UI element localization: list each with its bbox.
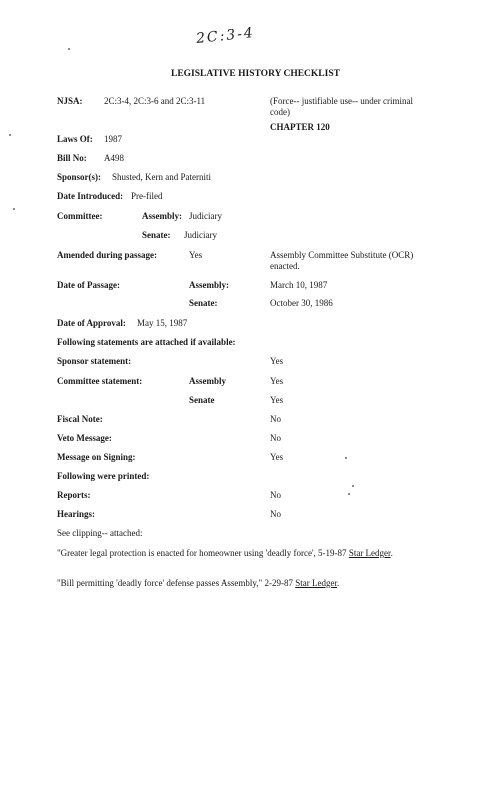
committee-statement-label: Committee statement: (57, 376, 143, 386)
sponsor-statement-value: Yes (270, 356, 284, 366)
scan-speck (352, 485, 354, 487)
committee-statement-senate-label: Senate (189, 395, 215, 405)
sponsors-value: Shusted, Kern and Paterniti (112, 172, 211, 182)
date-introduced-value: Pre-filed (131, 191, 163, 201)
clipping-1-end: . (390, 548, 393, 558)
njsa-value: 2C:3-4, 2C:3-6 and 2C:3-11 (104, 96, 206, 106)
scan-speck (13, 208, 15, 210)
scan-speck (68, 48, 70, 50)
reports-value: No (270, 490, 281, 500)
amended-value: Yes (189, 250, 203, 260)
amended-note: Assembly Committee Substitute (OCR) enacted. (270, 250, 414, 271)
clipping-2-text: "Bill permitting 'deadly force' defense passes Assembly," 2-29-87 (57, 578, 296, 588)
passage-label: Date of Passage: (57, 280, 120, 290)
committee-senate-value: Judiciary (184, 230, 217, 240)
committee-statement-assembly-label: Assembly (189, 376, 227, 386)
laws-of-value: 1987 (104, 134, 122, 144)
veto-message-value: No (270, 433, 281, 443)
passage-senate-value: October 30, 1986 (270, 298, 333, 308)
committee-statement-senate-value: Yes (270, 395, 284, 405)
scan-speck (9, 134, 11, 136)
bill-no-label: Bill No: (57, 153, 87, 163)
amended-label: Amended during passage: (57, 250, 158, 260)
clipping-1-text: "Greater legal protection is enacted for homeowner using 'deadly force', 5-19-87 (57, 548, 349, 558)
scan-speck (348, 493, 350, 495)
clipping-1-paper: Star Ledger (348, 548, 391, 558)
message-signing-value: Yes (270, 452, 284, 462)
chapter: CHAPTER 120 (270, 122, 330, 132)
message-signing-label: Message on Signing: (57, 452, 136, 462)
printed-header: Following were printed: (57, 471, 150, 481)
handwritten-annotation: 2C:3-4 (195, 24, 256, 48)
committee-assembly-value: Judiciary (189, 211, 222, 221)
clipping-citation-1 (57, 548, 427, 559)
hearings-value: No (270, 509, 281, 519)
clipping-citation-2 (57, 578, 339, 589)
veto-message-label: Veto Message: (57, 433, 112, 443)
committee-assembly-label: Assembly: (142, 211, 182, 221)
fiscal-note-label: Fiscal Note: (57, 414, 103, 424)
laws-of-label: Laws Of: (57, 134, 93, 144)
page-title: LEGISLATIVE HISTORY CHECKLIST (171, 69, 340, 79)
approval-label: Date of Approval: (57, 318, 126, 328)
committee-senate-label: Senate: (142, 230, 171, 240)
passage-assembly-label: Assembly: (189, 280, 229, 290)
committee-statement-assembly-value: Yes (270, 376, 284, 386)
passage-assembly-value: March 10, 1987 (270, 280, 328, 290)
clipping-note: See clipping-- attached: (57, 528, 143, 538)
fiscal-note-value: No (270, 414, 281, 424)
sponsor-statement-label: Sponsor statement: (57, 356, 132, 366)
scan-speck (345, 457, 347, 459)
reports-label: Reports: (57, 490, 91, 500)
bill-no-value: A498 (104, 153, 124, 163)
njsa-note: (Force-- justifiable use-- under criminal code) (270, 96, 413, 117)
clipping-2-end: . (336, 578, 340, 588)
njsa-label: NJSA: (57, 96, 83, 106)
approval-value: May 15, 1987 (137, 318, 188, 328)
date-introduced-label: Date Introduced: (57, 191, 124, 201)
sponsors-label: Sponsor(s): (57, 172, 102, 182)
passage-senate-label: Senate: (189, 298, 218, 308)
committee-label: Committee: (57, 211, 103, 221)
statements-header: Following statements are attached if available: (57, 337, 236, 347)
clipping-2-paper: Star Ledger (295, 578, 337, 588)
hearings-label: Hearings: (57, 509, 95, 519)
